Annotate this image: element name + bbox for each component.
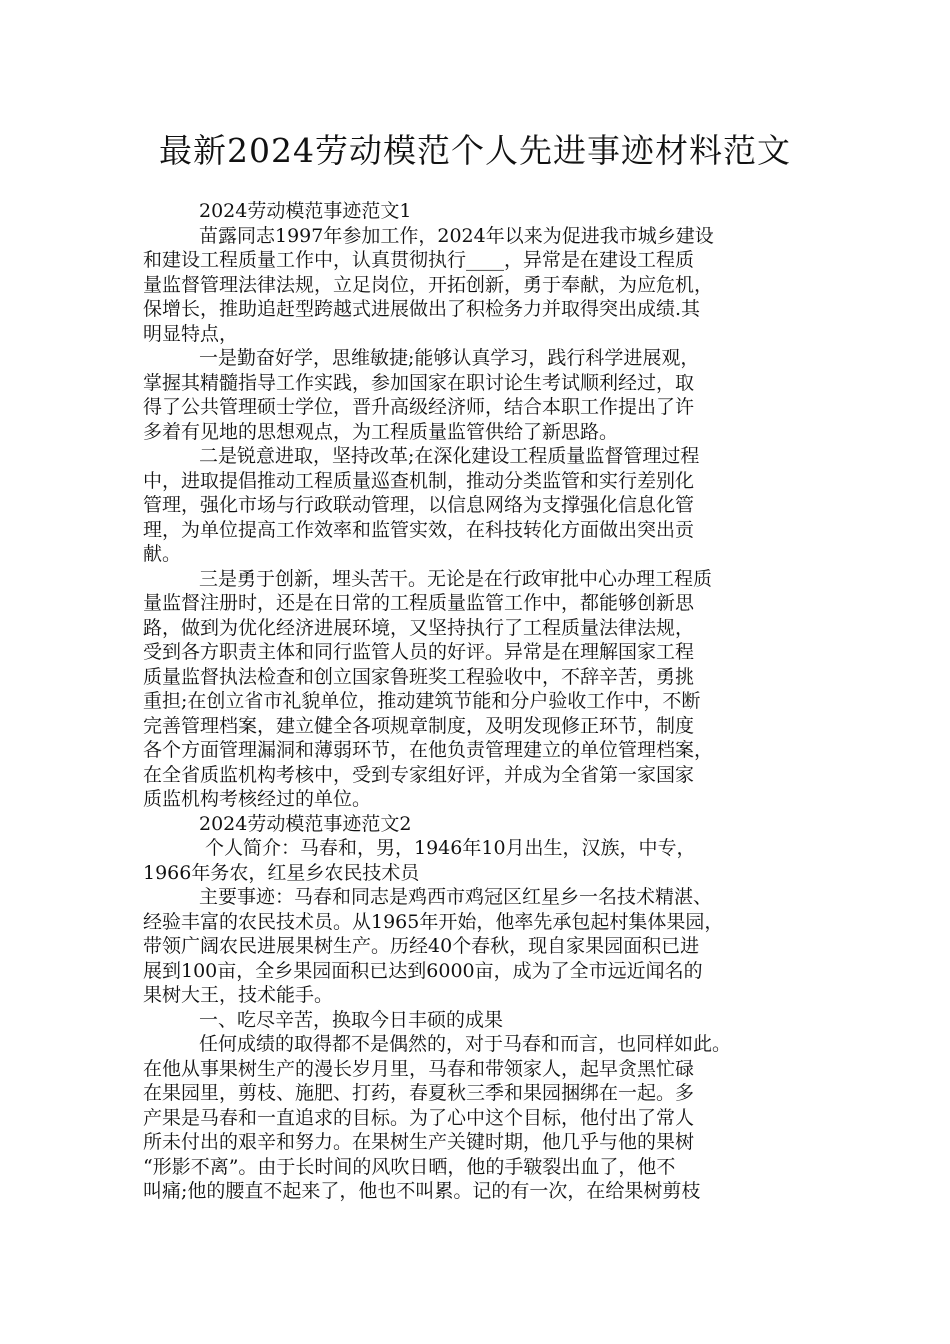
paragraph-line: 明显特点， — [143, 322, 239, 345]
paragraph-line: 受到各方职责主体和同行监管人员的好评。异常是在理解国家工程 — [143, 641, 695, 663]
paragraph-line: 三是勇于创新，埋头苦干。无论是在行政审批中心办理工程质 — [199, 567, 713, 590]
paragraph-line: 展到100亩，全乡果园面积已达到6000亩，成为了全市远近闻名的 — [143, 959, 703, 982]
paragraph-line: 在全省质监机构考核中，受到专家组好评，并成为全省第一家国家 — [143, 763, 695, 786]
paragraph-line: 各个方面管理漏洞和薄弱环节，在他负责管理建立的单位管理档案， — [143, 739, 714, 761]
paragraph-line: 量监督管理法律法规，立足岗位，开拓创新，勇于奉献，为应危机， — [143, 273, 714, 296]
paragraph-line: 完善管理档案，建立健全各项规章制度，及明发现修正环节，制度 — [143, 714, 695, 737]
paragraph-line: 一、吃尽辛苦，换取今日丰硕的成果 — [199, 1008, 504, 1031]
paragraph-line: 1966年务农，红星乡农民技术员 — [143, 861, 420, 884]
paragraph-line: 得了公共管理硕士学位，晋升高级经济师，结合本职工作提出了许 — [143, 396, 695, 418]
paragraph-line: 管理，强化市场与行政联动管理，以信息网络为支撑强化信息化管 — [143, 494, 695, 516]
paragraph-line: 在果园里，剪枝、施肥、打药，春夏秋三季和果园捆绑在一起。多 — [143, 1082, 695, 1104]
paragraph-line: 主要事迹：马春和同志是鸡西市鸡冠区红星乡一名技术精湛、 — [199, 886, 713, 908]
paragraph-line: 和建设工程质量工作中，认真贯彻执行____，异常是在建设工程质 — [143, 249, 695, 271]
paragraph-line: 2024劳动模范事迹范文2 — [199, 812, 412, 835]
paragraph-line: 带领广阔农民进展果树生产。历经40个春秋，现自家果园面积已进 — [143, 935, 700, 957]
paragraph-line: 保增长，推助追赶型跨越式进展做出了积检务力并取得突出成绩.其 — [143, 298, 701, 320]
paragraph-line: 质监机构考核经过的单位。 — [143, 788, 372, 810]
paragraph-line: 2024劳动模范事迹范文1 — [199, 200, 412, 222]
paragraph-line: 在他从事果树生产的漫长岁月里，马春和带领家人，起早贪黑忙碌 — [143, 1057, 695, 1080]
paragraph-line: 理，为单位提高工作效率和监管实效，在科技转化方面做出突出贡 — [143, 518, 695, 541]
paragraph-line: 中，进取提倡推动工程质量巡查机制，推动分类监管和实行差别化 — [143, 469, 695, 492]
paragraph-line: 多着有见地的思想观点，为工程质量监管供给了新思路。 — [143, 420, 619, 443]
paragraph-line: 个人简介：马春和，男，1946年10月出生，汉族，中专， — [205, 837, 696, 859]
paragraph-line: “形影不离”。由于长时间的风吹日晒，他的手皲裂出血了，他不 — [143, 1155, 676, 1178]
paragraph-line: 二是锐意进取，坚持改革;在深化建设工程质量监督管理过程 — [199, 445, 700, 467]
paragraph-line: 献。 — [143, 543, 182, 565]
paragraph-line: 产果是马春和一直追求的目标。为了心中这个目标，他付出了常人 — [143, 1106, 695, 1129]
paragraph-line: 果树大王，技术能手。 — [143, 984, 334, 1006]
document-title: 最新2024劳动模范个人先进事迹材料范文 — [159, 131, 791, 170]
paragraph-line: 一是勤奋好学，思维敏捷;能够认真学习，践行科学进展观， — [199, 347, 700, 369]
paragraph-line: 重担;在创立省市礼貌单位，推动建筑节能和分户验收工作中，不断 — [143, 690, 701, 712]
paragraph-line: 经验丰富的农民技术员。从1965年开始，他率先承包起村集体果园， — [143, 910, 724, 933]
paragraph-line: 掌握其精髓指导工作实践，参加国家在职讨论生考试顺利经过，取 — [143, 371, 695, 394]
paragraph-line: 叫痛;他的腰直不起来了，他也不叫累。记的有一次，在给果树剪枝 — [143, 1180, 701, 1202]
paragraph-line: 苗露同志1997年参加工作，2024年以来为促进我市城乡建设 — [199, 224, 714, 247]
paragraph-line: 量监督注册时，还是在日常的工程质量监管工作中，都能够创新思 — [143, 592, 695, 614]
paragraph-line: 所未付出的艰辛和努力。在果树生产关键时期，他几乎与他的果树 — [143, 1131, 695, 1153]
paragraph-line: 路，做到为优化经济进展环境，又坚持执行了工程质量法律法规， — [143, 616, 695, 639]
paragraph-line: 任何成绩的取得都不是偶然的，对于马春和而言，也同样如此。 — [199, 1033, 732, 1055]
paragraph-line: 质量监督执法检查和创立国家鲁班奖工程验收中，不辞辛苦，勇挑 — [143, 665, 695, 688]
document-body — [143, 199, 833, 1204]
